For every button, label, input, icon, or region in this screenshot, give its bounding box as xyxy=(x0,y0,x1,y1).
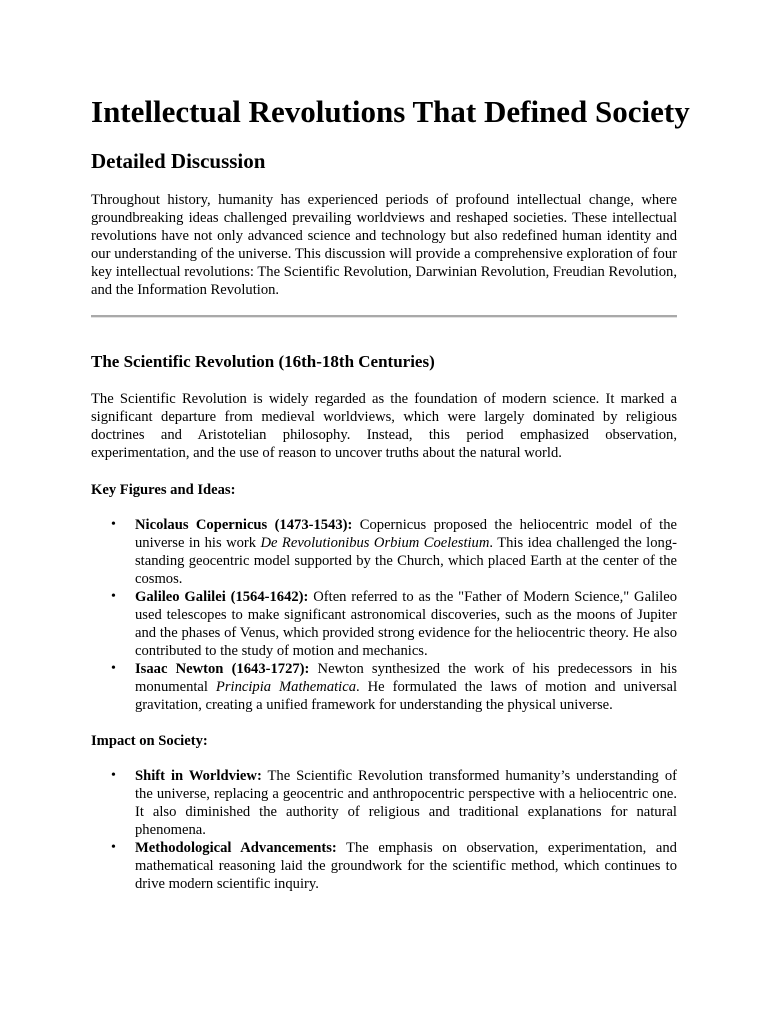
impact-name: Methodological Advancements: xyxy=(135,840,337,856)
figure-name: Nicolaus Copernicus (1473-1543): xyxy=(135,517,353,533)
section-heading: The Scientific Revolution (16th-18th Centuries) xyxy=(91,352,435,371)
list-item: • Shift in Worldview: The Scientific Revolution transformed humanity’s understanding of the universe, replacing a geocentric and anthropocentric perspective with a heliocentric one. It also diminished the authority of religious and traditional explanations for natural phenomena. xyxy=(91,767,677,839)
page-title: Intellectual Revolutions That Defined Society xyxy=(91,94,690,129)
list-item: • Nicolaus Copernicus (1473-1543): Copernicus proposed the heliocentric model of the universe in his work De Revolutionibus Orbium Coelestium. This idea challenged the long-standing geocentric model supported by the Church, which placed Earth at the center of the cosmos. xyxy=(91,516,677,588)
impact-name: Shift in Worldview: xyxy=(135,768,262,784)
figure-name: Isaac Newton (1643-1727): xyxy=(135,661,310,677)
intro-paragraph: Throughout history, humanity has experienced periods of profound intellectual change, where groundbreaking ideas challenged prevailing worldviews and reshaped societies. These intellectual revolutions have not only advanced science and technology but also redefined human identity and our understanding of the universe. This discussion will provide a comprehensive exploration of four key intellectual revolutions: The Scientific Revolution, Darwinian Revolution, Freudian Revolution, and the Information Revolution. xyxy=(91,192,677,298)
section-intro-paragraph: The Scientific Revolution is widely regarded as the foundation of modern science. It marked a significant departure from medieval worldviews, which were largely dominated by religious doctrines and Aristotelian philosophy. Instead, this period emphasized observation, experimentation, and the use of reason to uncover truths about the natural world. xyxy=(91,391,677,461)
list-item: • Galileo Galilei (1564-1642): Often referred to as the "Father of Modern Science," Galileo used telescopes to make significant astronomical discoveries, such as the moons of Jupiter and the phases of Venus, which provided strong evidence for the heliocentric theory. He also contributed to the study of motion and mechanics. xyxy=(91,588,677,660)
list-item: • Isaac Newton (1643-1727): Newton synthesized the work of his predecessors in his monumental Principia Mathematica. He formulated the laws of motion and universal gravitation, creating a unified framework for understanding the physical universe. xyxy=(91,660,677,714)
page-subtitle: Detailed Discussion xyxy=(91,149,266,173)
work-title: Principia Mathematica xyxy=(215,679,357,695)
figure-name: Galileo Galilei (1564-1642): xyxy=(135,589,309,605)
impact-heading: Impact on Society: xyxy=(91,733,208,749)
horizontal-divider xyxy=(91,315,677,318)
key-figures-list xyxy=(91,516,677,714)
list-item: • Methodological Advancements: The emphasis on observation, experimentation, and mathematical reasoning laid the groundwork for the scientific method, which continues to drive modern scientific inquiry. xyxy=(91,839,677,893)
impact-list xyxy=(91,767,677,893)
key-figures-heading: Key Figures and Ideas: xyxy=(91,482,236,498)
work-title: De Revolutionibus Orbium Coelestium xyxy=(260,535,490,551)
